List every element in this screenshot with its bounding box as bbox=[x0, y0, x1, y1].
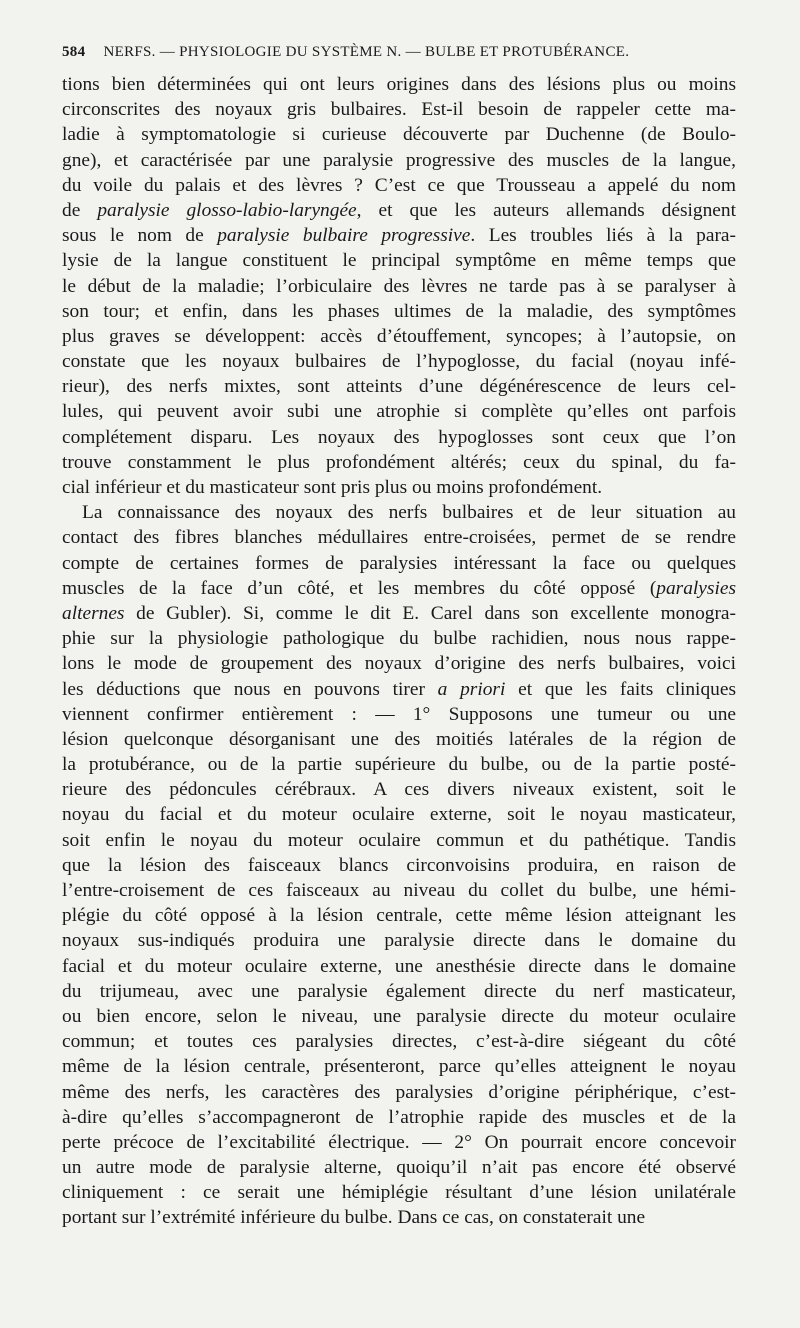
text-line bbox=[62, 979, 736, 1004]
text-run: rieur), des nerfs mixtes, sont atteints d’une dégénérescence de leurs cel- bbox=[62, 376, 736, 398]
text-run: un autre mode de paralysie alterne, quoiqu’il n’ait pas encore été observé bbox=[62, 1157, 736, 1179]
text-run: noyau du facial et du moteur oculaire externe, soit le noyau masticateur, bbox=[62, 804, 736, 826]
text-run: gne), et caractérisée par une paralysie progressive des muscles de la langue, bbox=[62, 149, 736, 171]
text-run: complétement disparu. Les noyaux des hypoglosses sont ceux que l’on bbox=[62, 426, 736, 448]
paragraph bbox=[62, 72, 736, 500]
italic-term: paralysie bulbaire progressive bbox=[217, 225, 471, 247]
text-line bbox=[62, 878, 736, 903]
italic-term: paralysie glosso-labio-laryngée bbox=[97, 199, 357, 221]
text-run: commun; et toutes ces paralysies directes, c’est-à-dire siégeant du côté bbox=[62, 1031, 736, 1053]
text-run: son tour; et enfin, dans les phases ultimes de la maladie, des symptômes bbox=[62, 300, 736, 322]
text-line bbox=[62, 97, 736, 122]
text-run: tions bien déterminées qui ont leurs origines dans des lésions plus ou moins bbox=[62, 74, 736, 95]
text-run: les déductions que nous en pouvons tirer bbox=[62, 678, 438, 700]
text-run: cliniquement : ce serait une hémiplégie résultant d’une lésion unilatérale bbox=[62, 1182, 736, 1204]
text-line bbox=[62, 349, 736, 374]
text-run: noyaux sus-indiqués produira une paralysie directe dans le domaine du bbox=[62, 930, 736, 952]
text-line bbox=[62, 425, 736, 450]
text-run: muscles de la face d’un côté, et les membres du côté opposé ( bbox=[62, 577, 657, 599]
text-run: lules, qui peuvent avoir subi une atrophie si complète qu’elles ont parfois bbox=[62, 401, 736, 423]
text-line bbox=[62, 702, 736, 727]
text-line bbox=[62, 651, 736, 676]
text-run: plus graves se développent: accès d’étouffement, syncopes; à l’autopsie, on bbox=[62, 325, 736, 347]
text-line bbox=[62, 525, 736, 550]
text-line bbox=[62, 248, 736, 273]
text-line bbox=[62, 903, 736, 928]
text-line bbox=[62, 72, 736, 97]
text-run: viennent confirmer entièrement : — 1° Supposons une tumeur ou une bbox=[62, 703, 736, 725]
text-run: ladie à symptomatologie si curieuse découverte par Duchenne (de Boulo- bbox=[62, 124, 736, 146]
text-line bbox=[62, 853, 736, 878]
text-run: lésion quelconque désorganisant une des moitiés latérales de la région de bbox=[62, 728, 736, 750]
text-run: la protubérance, ou de la partie supérieure du bulbe, ou de la partie posté- bbox=[62, 754, 736, 776]
running-header bbox=[62, 44, 738, 72]
text-run: ou bien encore, selon le niveau, une paralysie directe du moteur oculaire bbox=[62, 1005, 736, 1027]
text-line bbox=[62, 1054, 736, 1079]
text-run: même des nerfs, les caractères des paralysies d’origine périphérique, c’est- bbox=[62, 1081, 736, 1103]
text-line bbox=[62, 677, 736, 702]
text-run: lons le mode de groupement des noyaux d’origine des nerfs bulbaires, voici bbox=[62, 653, 736, 675]
body-text bbox=[62, 72, 736, 1231]
text-run: plégie du côté opposé à la lésion centrale, cette même lésion atteignant les bbox=[62, 905, 736, 927]
text-run: trouve constamment le plus profondément altérés; ceux du spinal, du fa- bbox=[62, 451, 736, 473]
text-run: perte précoce de l’excitabilité électrique. — 2° On pourrait encore concevoir bbox=[62, 1131, 736, 1153]
text-line bbox=[62, 274, 736, 299]
text-line bbox=[62, 802, 736, 827]
text-run: . Les troubles liés à la para- bbox=[470, 225, 736, 247]
text-run: cial inférieur et du masticateur sont pris plus ou moins profondément. bbox=[62, 477, 603, 498]
paragraph bbox=[62, 500, 736, 1230]
text-line bbox=[62, 727, 736, 752]
text-line bbox=[62, 1130, 736, 1155]
text-run: circonscrites des noyaux gris bulbaires. Est-il besoin de rappeler cette ma- bbox=[62, 99, 736, 121]
running-title: NERFS. — PHYSIOLOGIE DU SYSTÈME N. — BULBE ET PROTUBÉRANCE. bbox=[103, 44, 630, 60]
text-line bbox=[62, 828, 736, 853]
text-line bbox=[62, 551, 736, 576]
text-run: portant sur l’extrémité inférieure du bulbe. Dans ce cas, on constaterait une bbox=[62, 1207, 646, 1229]
text-run: et que les faits cliniques bbox=[505, 678, 736, 700]
text-line bbox=[62, 324, 736, 349]
text-run: le début de la maladie; l’orbiculaire des lèvres ne tarde pas à se paralyser à bbox=[62, 275, 736, 297]
page-number: 584 bbox=[62, 44, 86, 60]
text-run: constate que les noyaux bulbaires de l’hypoglosse, du facial (noyau infé- bbox=[62, 351, 736, 373]
text-line bbox=[62, 954, 736, 979]
text-line bbox=[62, 576, 736, 601]
text-line bbox=[62, 1004, 736, 1029]
text-run: même de la lésion centrale, présenteront, parce qu’elles atteignent le noyau bbox=[62, 1056, 736, 1078]
text-run: de bbox=[62, 199, 98, 221]
text-line bbox=[62, 198, 736, 223]
text-line bbox=[62, 374, 736, 399]
text-run: du trijumeau, avec une paralysie également directe du nerf masticateur, bbox=[62, 980, 736, 1002]
text-run: lysie de la langue constituent le principal symptôme en même temps que bbox=[62, 250, 736, 272]
italic-term: paralysies bbox=[656, 577, 736, 599]
text-line bbox=[62, 601, 736, 626]
text-run: l’entre-croisement de ces faisceaux au niveau du collet du bulbe, une hémi- bbox=[62, 880, 736, 901]
text-line bbox=[62, 1080, 736, 1105]
text-run: sous le nom de bbox=[62, 225, 218, 247]
text-run: que la lésion des faisceaux blancs circonvoisins produira, en raison de bbox=[62, 854, 736, 876]
text-line bbox=[62, 626, 736, 651]
italic-term: alternes bbox=[62, 602, 125, 624]
text-line bbox=[62, 1155, 736, 1180]
text-line bbox=[62, 500, 736, 525]
text-run: phie sur la physiologie pathologique du bulbe rachidien, nous nous rappe- bbox=[62, 628, 736, 650]
text-run: à-dire qu’elles s’accompagneront de l’atrophie rapide des muscles et de la bbox=[62, 1106, 736, 1128]
text-line bbox=[62, 148, 736, 173]
text-line bbox=[62, 1205, 736, 1230]
text-line bbox=[62, 223, 736, 248]
text-line bbox=[62, 399, 736, 424]
text-run: , et que les auteurs allemands désignent bbox=[356, 199, 736, 221]
text-line bbox=[62, 928, 736, 953]
text-line bbox=[62, 1029, 736, 1054]
text-line bbox=[62, 475, 736, 500]
text-line bbox=[62, 1180, 736, 1205]
text-run: rieure des pédoncules cérébraux. A ces divers niveaux existent, soit le bbox=[62, 779, 736, 801]
text-line bbox=[62, 450, 736, 475]
text-run: contact des fibres blanches médullaires entre-croisées, permet de se rendre bbox=[62, 527, 736, 549]
text-line bbox=[62, 173, 736, 198]
text-run: soit enfin le noyau du moteur oculaire commun et du pathétique. Tandis bbox=[62, 829, 736, 851]
text-line bbox=[62, 1105, 736, 1130]
text-line bbox=[62, 777, 736, 802]
text-line bbox=[62, 752, 736, 777]
text-run: compte de certaines formes de paralysies intéressant la face ou quelques bbox=[62, 552, 736, 574]
text-run: de Gubler). Si, comme le dit E. Carel dans son excellente monogra- bbox=[124, 602, 736, 624]
text-run: du voile du palais et des lèvres ? C’est ce que Trousseau a appelé du nom bbox=[62, 174, 736, 196]
text-run: La connaissance des noyaux des nerfs bulbaires et de leur situation au bbox=[82, 502, 736, 524]
text-run: facial et du moteur oculaire externe, une anesthésie directe dans le domaine bbox=[62, 955, 736, 977]
italic-term: a priori bbox=[437, 678, 506, 700]
text-line bbox=[62, 299, 736, 324]
text-line bbox=[62, 122, 736, 147]
